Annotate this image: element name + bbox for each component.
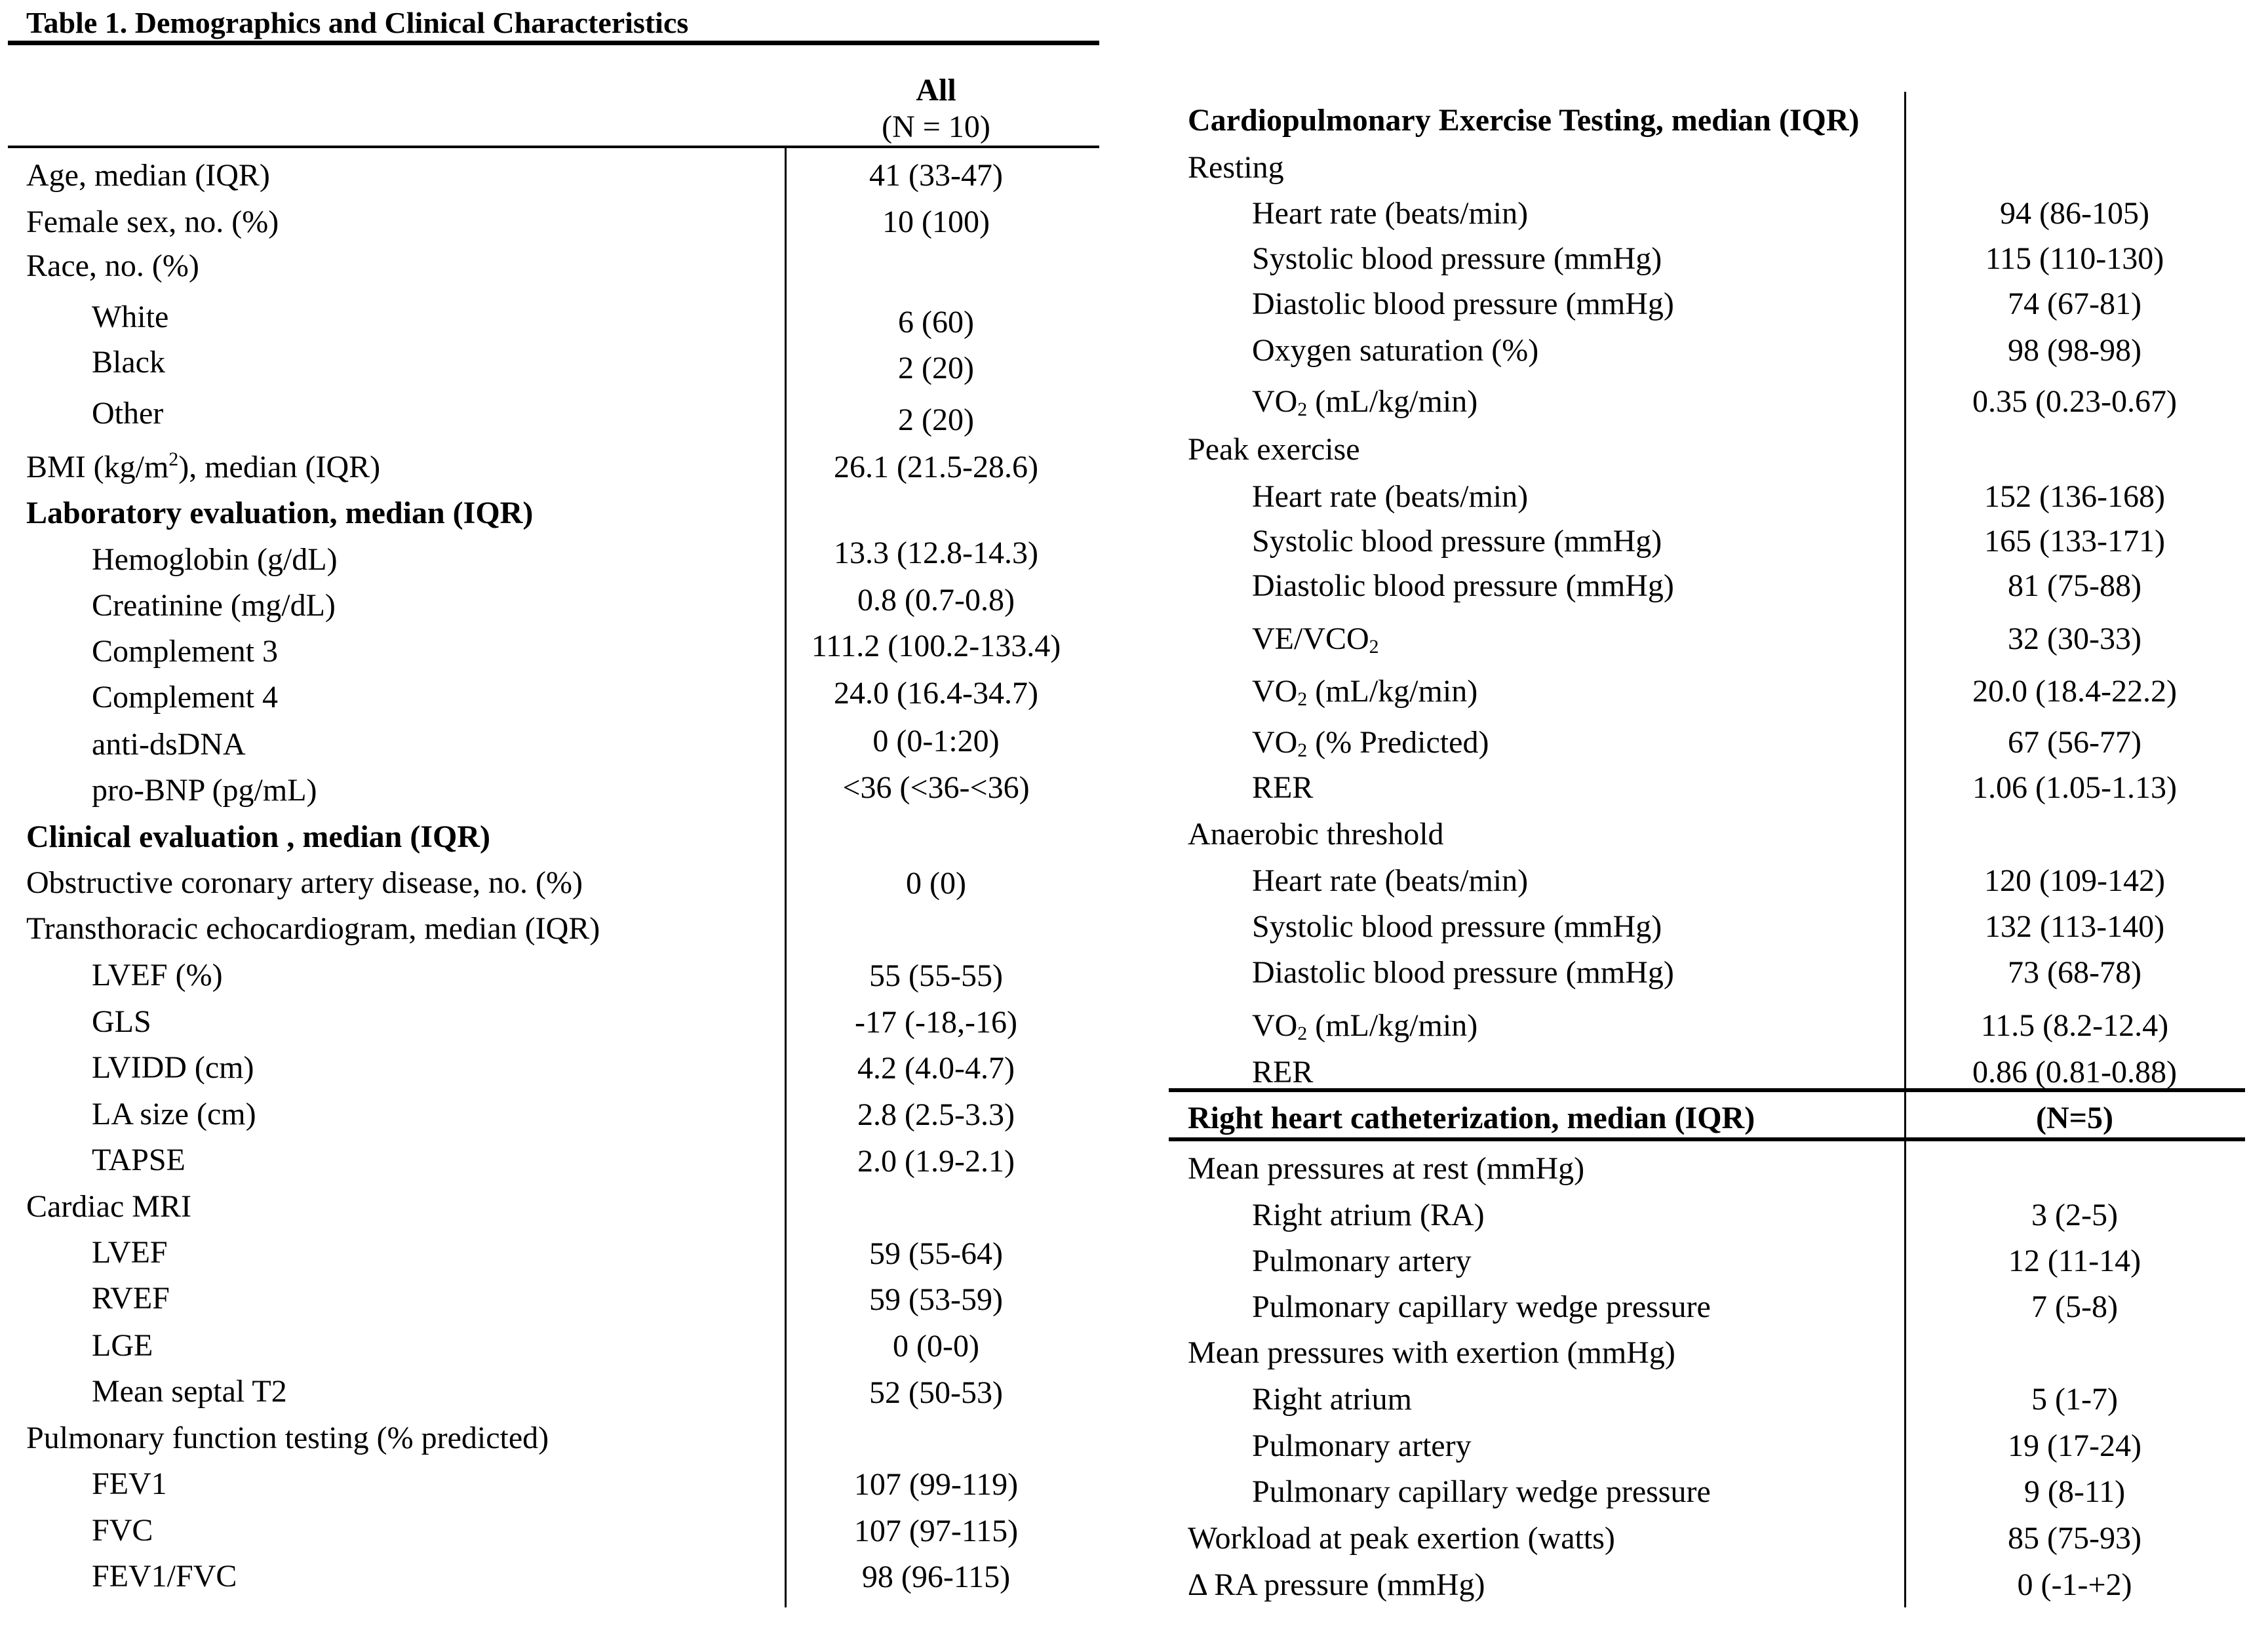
right-row-label-right-atrium-ra: Right atrium (RA) (1252, 1198, 1485, 1232)
left-row-label-anti-dsdna: anti-dsDNA (92, 727, 246, 762)
right-row-label-systolic-blood-pressure-mmhg: Systolic blood pressure (mmHg) (1252, 524, 1662, 559)
left-row-value-bmi-kg-m-median-iqr: 26.1 (21.5-28.6) (834, 450, 1038, 484)
right-row-label-vo-ml-kg-min: $VO_2$ (mL/kg/min) (1252, 384, 1478, 420)
right-row-label-ra-pressure-mmhg: Δ RA pressure (mmHg) (1188, 1567, 1485, 1602)
left-row-label-rvef: RVEF (92, 1281, 170, 1316)
column-header-all: All (916, 73, 956, 108)
left-row-value-pro-bnp-pg-ml: <36 (<36-<36) (842, 770, 1030, 805)
right-row-value-diastolic-blood-pressure-mmhg: 81 (75-88) (2008, 568, 2141, 603)
left-row-value-hemoglobin-g-dl: 13.3 (12.8-14.3) (834, 536, 1038, 570)
left-row-label-lvef: LVEF (92, 1235, 168, 1270)
right-row-value-pulmonary-artery: 19 (17-24) (2008, 1428, 2141, 1463)
left-row-value-creatinine-mg-dl: 0.8 (0.7-0.8) (857, 583, 1015, 618)
left-row-label-cardiac-mri: Cardiac MRI (26, 1189, 191, 1224)
right-row-value-rer: 1.06 (1.05-1.13) (1972, 770, 2177, 805)
left-row-value-complement-3: 111.2 (100.2-133.4) (811, 629, 1061, 663)
right-row-value-vo-ml-kg-min: 11.5 (8.2-12.4) (1980, 1008, 2169, 1043)
right-row-value-vo-ml-kg-min: 0.35 (0.23-0.67) (1972, 384, 2177, 419)
rhc-bottom-rule (1169, 1137, 2245, 1141)
right-row-value-heart-rate-beats-min: 94 (86-105) (2000, 196, 2149, 231)
left-row-label-lvidd-cm: LVIDD (cm) (92, 1050, 254, 1085)
right-column-divider (1904, 92, 1906, 1607)
right-row-label-mean-pressures-with-exertion-mmhg: Mean pressures with exertion (mmHg) (1188, 1335, 1675, 1370)
right-row-value-systolic-blood-pressure-mmhg: 165 (133-171) (1984, 524, 2165, 559)
left-row-value-lvef: 55 (55-55) (869, 958, 1003, 993)
left-row-value-other: 2 (20) (898, 403, 974, 437)
left-row-value-la-size-cm: 2.8 (2.5-3.3) (857, 1097, 1015, 1132)
right-row-value-pulmonary-capillary-wedge-pressure: 9 (8-11) (2024, 1474, 2126, 1509)
left-row-label-clinical-evaluation-median-iqr: Clinical evaluation , median (IQR) (26, 819, 491, 854)
right-row-value-systolic-blood-pressure-mmhg: 115 (110-130) (1985, 241, 2164, 276)
left-row-label-mean-septal-t2: Mean septal T2 (92, 1374, 287, 1409)
left-row-label-tapse: TAPSE (92, 1143, 186, 1177)
right-row-label-rer: RER (1252, 1055, 1314, 1090)
left-row-label-la-size-cm: LA size (cm) (92, 1097, 256, 1131)
table-title: Table 1. Demographics and Clinical Characteristics (26, 6, 689, 39)
left-header-rule (8, 146, 1099, 148)
right-row-value-rer: 0.86 (0.81-0.88) (1972, 1055, 2177, 1090)
right-row-label-workload-at-peak-exertion-watts: Workload at peak exertion (watts) (1188, 1521, 1615, 1556)
left-row-label-laboratory-evaluation-median-iqr: Laboratory evaluation, median (IQR) (26, 496, 534, 530)
left-row-value-gls: -17 (-18,-16) (855, 1005, 1017, 1040)
right-row-value-ra-pressure-mmhg: 0 (-1-+2) (2017, 1567, 2132, 1602)
right-row-label-pulmonary-artery: Pulmonary artery (1252, 1244, 1472, 1278)
right-row-value-heart-rate-beats-min: 120 (109-142) (1984, 863, 2165, 898)
right-row-label-pulmonary-capillary-wedge-pressure: Pulmonary capillary wedge pressure (1252, 1289, 1711, 1324)
left-row-value-white: 6 (60) (898, 305, 974, 340)
left-row-label-gls: GLS (92, 1004, 151, 1039)
right-row-value-vo-ml-kg-min: 20.0 (18.4-22.2) (1972, 674, 2177, 709)
left-row-value-tapse: 2.0 (1.9-2.1) (857, 1144, 1015, 1179)
right-row-value-diastolic-blood-pressure-mmhg: 73 (68-78) (2008, 955, 2141, 990)
right-row-value-vo-predicted: 67 (56-77) (2008, 725, 2141, 760)
right-row-label-heart-rate-beats-min: Heart rate (beats/min) (1252, 863, 1529, 898)
cpet-section-header: Cardiopulmonary Exercise Testing, median (IQR) (1188, 103, 1860, 138)
left-row-value-fev1-fvc: 98 (96-115) (861, 1560, 1011, 1594)
right-row-label-diastolic-blood-pressure-mmhg: Diastolic blood pressure (mmHg) (1252, 568, 1674, 603)
left-row-label-complement-3: Complement 3 (92, 634, 278, 669)
right-row-label-diastolic-blood-pressure-mmhg: Diastolic blood pressure (mmHg) (1252, 286, 1674, 321)
right-row-value-right-atrium: 5 (1-7) (2031, 1382, 2118, 1417)
right-row-label-resting: Resting (1188, 150, 1284, 185)
left-row-label-white: White (92, 300, 169, 334)
right-row-value-heart-rate-beats-min: 152 (136-168) (1984, 479, 2165, 514)
left-row-label-transthoracic-echocardiogram-median-iqr: Transthoracic echocardiogram, median (IQR) (26, 911, 600, 946)
left-row-label-black: Black (92, 345, 165, 380)
left-row-label-female-sex-no: Female sex, no. (%) (26, 205, 279, 239)
right-row-value-right-atrium-ra: 3 (2-5) (2031, 1198, 2118, 1232)
right-row-label-peak-exercise: Peak exercise (1188, 432, 1360, 467)
right-row-label-ve-vco: $VE/VCO_2$ (1252, 621, 1379, 658)
column-header-n: (N = 10) (882, 109, 990, 144)
left-row-value-lge: 0 (0-0) (893, 1329, 979, 1364)
right-row-label-systolic-blood-pressure-mmhg: Systolic blood pressure (mmHg) (1252, 241, 1662, 276)
left-row-value-black: 2 (20) (898, 351, 974, 385)
left-column-divider (785, 147, 787, 1607)
right-row-label-oxygen-saturation: Oxygen saturation (%) (1252, 333, 1539, 368)
left-row-label-lvef: LVEF (%) (92, 958, 223, 992)
left-row-label-bmi-kg-m-median-iqr: BMI $(kg/m^2)$, median (IQR) (26, 448, 381, 484)
right-row-label-heart-rate-beats-min: Heart rate (beats/min) (1252, 196, 1529, 231)
rhc-section-header: Right heart catheterization, median (IQR) (1188, 1101, 1755, 1135)
left-row-label-pro-bnp-pg-ml: pro-BNP (pg/mL) (92, 773, 317, 808)
left-row-value-fev1: 107 (99-119) (853, 1467, 1019, 1502)
right-row-label-pulmonary-artery: Pulmonary artery (1252, 1428, 1472, 1463)
left-row-label-pulmonary-function-testing-predicted: Pulmonary function testing (% predicted) (26, 1421, 549, 1455)
left-row-label-complement-4: Complement 4 (92, 680, 278, 715)
left-row-value-mean-septal-t2: 52 (50-53) (869, 1375, 1003, 1410)
left-row-label-other: Other (92, 396, 164, 431)
left-row-value-age-median-iqr: 41 (33-47) (869, 158, 1003, 193)
left-row-value-obstructive-coronary-artery-disease-no: 0 (0) (906, 866, 966, 901)
right-row-label-rer: RER (1252, 770, 1314, 805)
right-row-value-workload-at-peak-exertion-watts: 85 (75-93) (2008, 1521, 2141, 1556)
left-row-label-hemoglobin-g-dl: Hemoglobin (g/dL) (92, 542, 338, 577)
left-row-value-lvef: 59 (55-64) (869, 1236, 1003, 1271)
left-row-value-lvidd-cm: 4.2 (4.0-4.7) (857, 1051, 1015, 1086)
right-row-label-vo-predicted: $VO_2$ (% Predicted) (1252, 725, 1489, 761)
right-row-value-diastolic-blood-pressure-mmhg: 74 (67-81) (2008, 286, 2141, 321)
title-rule (8, 41, 1099, 45)
left-row-value-female-sex-no: 10 (100) (882, 205, 990, 239)
left-row-label-age-median-iqr: Age, median (IQR) (26, 158, 270, 193)
right-row-label-pulmonary-capillary-wedge-pressure: Pulmonary capillary wedge pressure (1252, 1474, 1711, 1509)
right-row-label-anaerobic-threshold: Anaerobic threshold (1188, 817, 1444, 852)
right-row-label-diastolic-blood-pressure-mmhg: Diastolic blood pressure (mmHg) (1252, 955, 1674, 990)
right-row-label-vo-ml-kg-min: $VO_2$ (mL/kg/min) (1252, 674, 1478, 710)
left-row-label-lge: LGE (92, 1328, 153, 1363)
right-row-value-pulmonary-capillary-wedge-pressure: 7 (5-8) (2031, 1289, 2118, 1324)
right-row-value-oxygen-saturation: 98 (98-98) (2008, 333, 2141, 368)
right-row-label-mean-pressures-at-rest-mmhg: Mean pressures at rest (mmHg) (1188, 1151, 1585, 1186)
left-row-label-race-no: Race, no. (%) (26, 248, 199, 283)
right-row-label-heart-rate-beats-min: Heart rate (beats/min) (1252, 479, 1529, 514)
left-row-value-fvc: 107 (97-115) (853, 1514, 1019, 1548)
rhc-n-header: (N=5) (2036, 1101, 2113, 1135)
left-row-value-complement-4: 24.0 (16.4-34.7) (834, 676, 1038, 711)
right-row-label-right-atrium: Right atrium (1252, 1382, 1412, 1417)
right-row-label-vo-ml-kg-min: $VO_2$ (mL/kg/min) (1252, 1008, 1478, 1044)
left-row-value-anti-dsdna: 0 (0-1:20) (872, 724, 1000, 758)
left-row-label-fvc: FVC (92, 1513, 153, 1548)
right-row-value-systolic-blood-pressure-mmhg: 132 (113-140) (1984, 909, 2165, 944)
right-row-value-pulmonary-artery: 12 (11-14) (2008, 1244, 2141, 1278)
right-row-value-ve-vco: 32 (30-33) (2008, 621, 2141, 656)
left-row-label-fev1-fvc: FEV1/FVC (92, 1559, 237, 1594)
left-row-label-fev1: FEV1 (92, 1466, 167, 1501)
left-row-label-obstructive-coronary-artery-disease-no: Obstructive coronary artery disease, no. (%) (26, 865, 583, 900)
right-row-label-systolic-blood-pressure-mmhg: Systolic blood pressure (mmHg) (1252, 909, 1662, 944)
left-row-value-rvef: 59 (53-59) (869, 1282, 1003, 1317)
left-row-label-creatinine-mg-dl: Creatinine (mg/dL) (92, 588, 336, 623)
